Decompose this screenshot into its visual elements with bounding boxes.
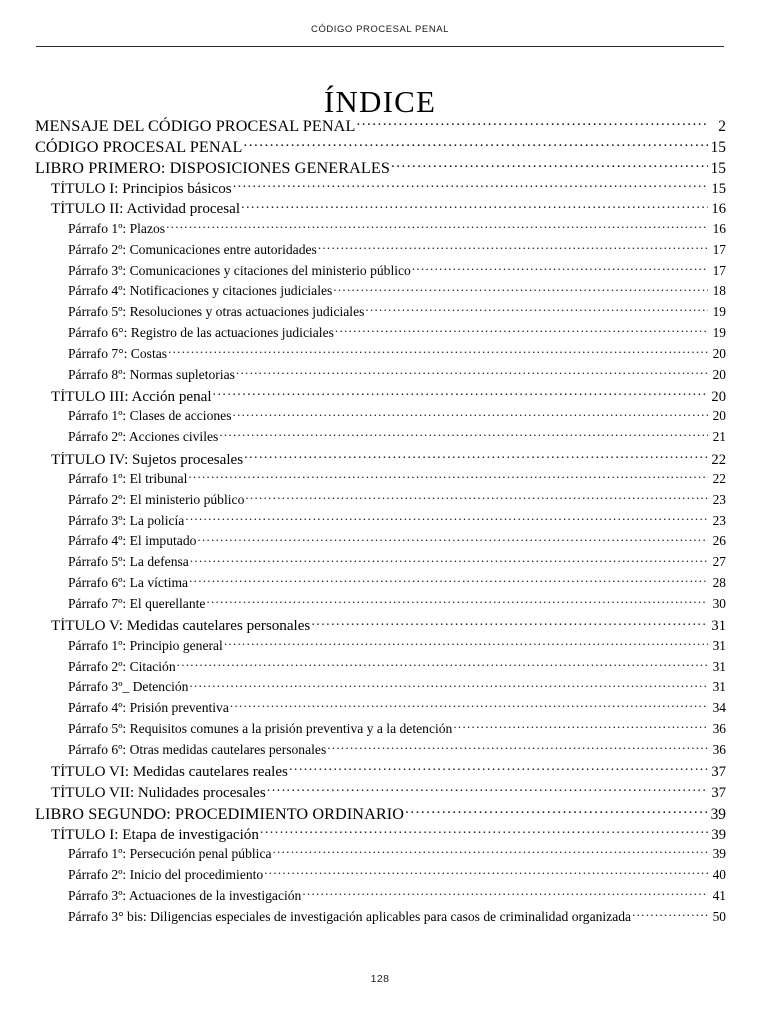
toc-dot-leader xyxy=(244,449,708,464)
toc-dot-leader xyxy=(177,657,708,671)
toc-entry-page-number: 31 xyxy=(712,679,726,695)
toc-entry-label: TÍTULO V: Medidas cautelares personales xyxy=(51,618,311,635)
toc-entry-label: TÍTULO I: Etapa de investigación xyxy=(51,826,259,843)
toc-entry-label: Párrafo 5º: Resoluciones y otras actuaciones judiciales xyxy=(68,304,365,320)
toc-entry[interactable] xyxy=(68,344,726,365)
toc-entry[interactable] xyxy=(68,865,726,886)
toc-entry-label: Párrafo 1º: Principio general xyxy=(68,637,223,653)
toc-entry-label: Párrafo 1º: Plazos xyxy=(68,220,166,236)
toc-entry-label: Párrafo 2º: El ministerio público xyxy=(68,491,245,507)
toc-entry-page-number: 40 xyxy=(712,866,726,882)
toc-dot-leader xyxy=(233,407,708,421)
toc-entry[interactable] xyxy=(68,407,726,428)
toc-entry-page-number: 31 xyxy=(712,637,726,653)
toc-entry-label: Párrafo 4º: Notificaciones y citaciones judiciales xyxy=(68,283,333,299)
toc-entry[interactable] xyxy=(51,198,726,219)
toc-entry-page-number: 20 xyxy=(711,389,726,406)
toc-entry[interactable] xyxy=(68,553,726,574)
toc-entry[interactable] xyxy=(68,428,726,449)
toc-dot-leader xyxy=(213,386,708,401)
toc-entry-page-number: 16 xyxy=(711,201,726,218)
running-head: CÓDIGO PROCESAL PENAL xyxy=(311,24,449,35)
toc-entry-label: Párrafo 4º: Prisión preventiva xyxy=(68,700,229,716)
toc-dot-leader xyxy=(189,678,708,692)
toc-entry-page-number: 50 xyxy=(712,908,726,924)
toc-entry-label: Párrafo 2º: Inicio del procedimiento xyxy=(68,866,264,882)
toc-dot-leader xyxy=(241,198,708,213)
toc-dot-leader xyxy=(289,761,708,776)
toc-entry[interactable] xyxy=(68,303,726,324)
toc-entry-label: MENSAJE DEL CÓDIGO PROCESAL PENAL xyxy=(35,117,356,136)
toc-dot-leader xyxy=(219,428,708,442)
toc-entry[interactable] xyxy=(51,449,726,470)
toc-dot-leader xyxy=(267,782,708,797)
toc-entry-label: Párrafo 1º: El tribunal xyxy=(68,470,188,486)
toc-entry-page-number: 22 xyxy=(712,470,726,486)
toc-dot-leader xyxy=(260,824,708,839)
toc-entry[interactable] xyxy=(35,115,726,136)
toc-entry[interactable] xyxy=(68,740,726,761)
toc-entry[interactable] xyxy=(68,490,726,511)
toc-entry-label: LIBRO SEGUNDO: PROCEDIMIENTO ORDINARIO xyxy=(35,805,405,824)
toc-entry[interactable] xyxy=(51,178,726,199)
toc-entry[interactable] xyxy=(51,761,726,782)
toc-entry-page-number: 31 xyxy=(711,618,726,635)
toc-entry-page-number: 17 xyxy=(712,262,726,278)
toc-dot-leader xyxy=(188,469,708,483)
toc-entry-label: Párrafo 1º: Clases de acciones xyxy=(68,408,232,424)
toc-entry-page-number: 15 xyxy=(711,180,726,197)
toc-entry-page-number: 37 xyxy=(711,785,726,802)
header-rule xyxy=(36,46,724,47)
toc-dot-leader xyxy=(412,261,708,275)
toc-entry-page-number: 23 xyxy=(712,512,726,528)
toc-entry[interactable] xyxy=(68,907,726,928)
toc-entry[interactable] xyxy=(68,594,726,615)
toc-entry[interactable] xyxy=(68,365,726,386)
toc-entry[interactable] xyxy=(51,782,726,803)
toc-entry[interactable] xyxy=(35,803,726,824)
toc-entry-label: Párrafo 6º: Otras medidas cautelares personales xyxy=(68,741,327,757)
toc-entry-label: Párrafo 1º: Persecución penal pública xyxy=(68,846,272,862)
toc-dot-leader xyxy=(185,511,708,525)
toc-entry-page-number: 20 xyxy=(712,408,726,424)
toc-entry-page-number: 39 xyxy=(712,846,726,862)
toc-entry-page-number: 26 xyxy=(712,533,726,549)
toc-entry-page-number: 19 xyxy=(712,325,726,341)
toc-dot-leader xyxy=(327,740,708,754)
toc-dot-leader xyxy=(230,699,708,713)
toc-dot-leader xyxy=(318,240,708,254)
toc-dot-leader xyxy=(190,553,708,567)
toc-dot-leader xyxy=(356,115,708,131)
toc-entry[interactable] xyxy=(68,719,726,740)
toc-entry-page-number: 15 xyxy=(710,159,726,177)
toc-dot-leader xyxy=(335,323,708,337)
toc-entry[interactable] xyxy=(68,886,726,907)
toc-entry-label: Párrafo 6°: Registro de las actuaciones judiciales xyxy=(68,325,334,341)
toc-entry[interactable] xyxy=(68,636,726,657)
toc-entry-label: Párrafo 6º: La víctima xyxy=(68,575,189,591)
toc-entry-page-number: 18 xyxy=(712,283,726,299)
toc-entry-page-number: 28 xyxy=(712,575,726,591)
toc-dot-leader xyxy=(168,344,708,358)
toc-entry-page-number: 36 xyxy=(712,741,726,757)
toc-entry-page-number: 31 xyxy=(712,658,726,674)
toc-entry-label: Párrafo 2º: Citación xyxy=(68,658,176,674)
toc-dot-leader xyxy=(233,178,708,193)
toc-dot-leader xyxy=(405,803,708,819)
toc-entry[interactable] xyxy=(68,469,726,490)
toc-entry-page-number: 23 xyxy=(712,491,726,507)
toc-dot-leader xyxy=(189,574,708,588)
toc-entry[interactable] xyxy=(68,532,726,553)
toc-entry[interactable] xyxy=(35,157,726,178)
toc-entry-label: CÓDIGO PROCESAL PENAL xyxy=(35,138,243,157)
toc-entry[interactable] xyxy=(68,699,726,720)
toc-dot-leader xyxy=(273,845,708,859)
toc-entry-label: TÍTULO VII: Nulidades procesales xyxy=(51,785,266,802)
toc-entry-label: Párrafo 8º: Normas supletorias xyxy=(68,366,235,382)
toc-entry-label: Párrafo 3° bis: Diligencias especiales de investigación aplicables para casos de criminalidad organizada xyxy=(68,908,632,924)
toc-entry-page-number: 19 xyxy=(712,304,726,320)
toc-entry[interactable] xyxy=(68,240,726,261)
toc-entry[interactable] xyxy=(68,323,726,344)
toc-dot-leader xyxy=(365,303,708,317)
toc-entry-label: Párrafo 7º: El querellante xyxy=(68,596,206,611)
toc-entry-page-number: 22 xyxy=(711,451,726,468)
toc-entry-page-number: 39 xyxy=(711,826,726,843)
toc-entry-label: Párrafo 4º: El imputado xyxy=(68,533,197,549)
toc-dot-leader xyxy=(245,490,708,504)
toc-dot-leader xyxy=(453,719,708,733)
toc-entry-label: Párrafo 3º: La policía xyxy=(68,512,185,528)
toc-entry[interactable] xyxy=(68,657,726,678)
toc-entry-label: TÍTULO I: Principios básicos xyxy=(51,180,232,197)
toc-entry-page-number: 36 xyxy=(712,721,726,737)
toc-entry[interactable] xyxy=(68,511,726,532)
toc-dot-leader xyxy=(166,219,708,233)
toc-entry[interactable] xyxy=(51,615,726,636)
toc-entry-label: Párrafo 2º: Acciones civiles xyxy=(68,429,219,445)
toc-entry-label: LIBRO PRIMERO: DISPOSICIONES GENERALES xyxy=(35,158,391,177)
table-of-contents xyxy=(35,115,726,928)
toc-entry-label: Párrafo 5º: La defensa xyxy=(68,554,189,570)
toc-entry-page-number: 21 xyxy=(712,429,726,445)
toc-entry-page-number: 20 xyxy=(712,366,726,382)
toc-entry-page-number: 37 xyxy=(711,764,726,781)
toc-entry-label: Párrafo 3º: Comunicaciones y citaciones del ministerio público xyxy=(68,262,411,278)
toc-entry-label: Párrafo 3º: Actuaciones de la investigación xyxy=(68,887,302,903)
toc-dot-leader xyxy=(302,886,708,900)
toc-entry-label: Párrafo 7°: Costas xyxy=(68,345,168,361)
toc-entry-label: Párrafo 3º_ Detención xyxy=(68,679,189,695)
toc-dot-leader xyxy=(391,157,708,173)
toc-entry-page-number: 16 xyxy=(712,220,726,236)
page-folio: 128 xyxy=(370,973,390,985)
toc-entry-label: TÍTULO III: Acción penal xyxy=(51,389,212,406)
toc-entry[interactable] xyxy=(68,574,726,595)
toc-dot-leader xyxy=(224,636,708,650)
toc-entry-page-number: 20 xyxy=(712,345,726,361)
toc-dot-leader xyxy=(264,865,708,879)
toc-entry-page-number: 2 xyxy=(718,118,726,136)
toc-entry[interactable] xyxy=(68,219,726,240)
toc-entry[interactable] xyxy=(68,282,726,303)
toc-entry-page-number: 17 xyxy=(712,241,726,257)
toc-entry-page-number: 27 xyxy=(712,554,726,570)
toc-dot-leader xyxy=(632,907,708,921)
toc-entry-label: TÍTULO VI: Medidas cautelares reales xyxy=(51,764,288,781)
toc-entry[interactable] xyxy=(68,261,726,282)
toc-dot-leader xyxy=(197,532,708,546)
toc-entry[interactable] xyxy=(51,824,726,845)
page-title: ÍNDICE xyxy=(323,83,437,119)
toc-entry-label: Párrafo 2º: Comunicaciones entre autoridades xyxy=(68,241,317,257)
toc-entry-label: TÍTULO II: Actividad procesal xyxy=(51,201,241,218)
toc-entry-page-number: 41 xyxy=(712,887,726,903)
toc-dot-leader xyxy=(243,136,708,152)
toc-dot-leader xyxy=(333,282,708,296)
toc-dot-leader xyxy=(236,365,708,379)
toc-entry-page-number: 39 xyxy=(710,806,726,824)
toc-entry-label: Párrafo 5º: Requisitos comunes a la prisión preventiva y a la detención xyxy=(68,721,453,737)
toc-dot-leader xyxy=(206,594,708,608)
toc-entry-page-number: 15 xyxy=(710,139,726,157)
toc-entry[interactable] xyxy=(51,386,726,407)
toc-entry[interactable] xyxy=(35,136,726,157)
toc-entry-page-number: 30 xyxy=(712,596,726,611)
toc-entry[interactable] xyxy=(68,678,726,699)
toc-entry-label: TÍTULO IV: Sujetos procesales xyxy=(51,451,244,468)
toc-dot-leader xyxy=(311,615,708,630)
toc-entry[interactable] xyxy=(68,845,726,866)
toc-entry-page-number: 34 xyxy=(712,700,726,716)
